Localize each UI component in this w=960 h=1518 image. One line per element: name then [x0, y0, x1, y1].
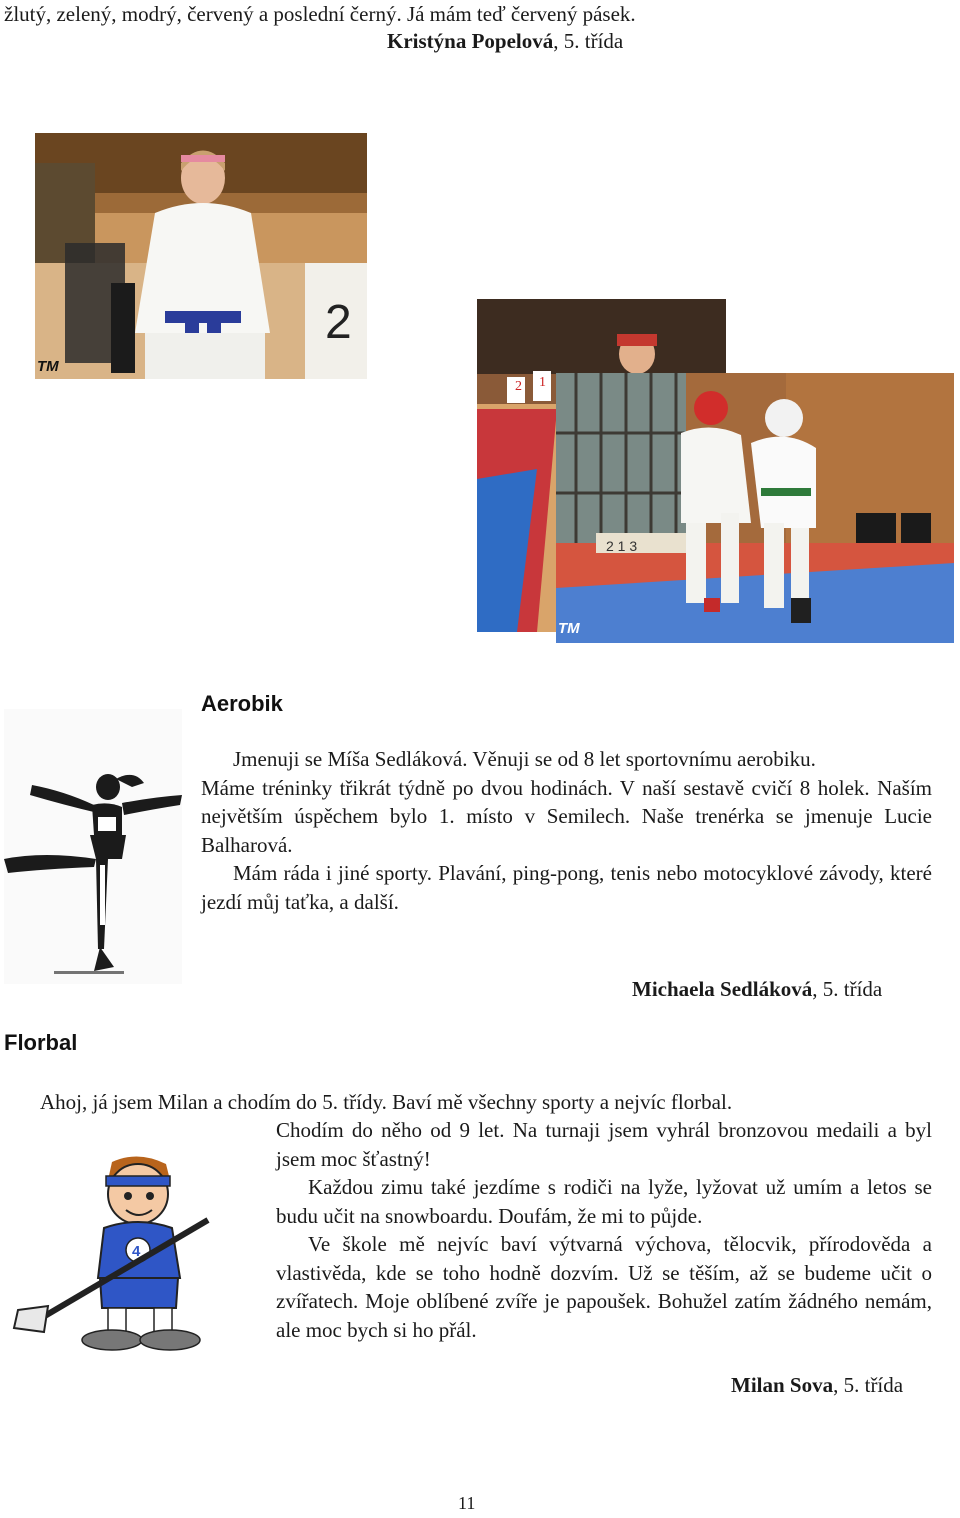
- sparring-illustration: [556, 373, 954, 643]
- karate-girl-photo: [35, 133, 367, 379]
- sparring-photo: [556, 373, 954, 643]
- intro-signature: [387, 27, 623, 56]
- mat-number-2: 2: [515, 379, 522, 394]
- aerobik-signature: [632, 975, 882, 1004]
- florbal-author-class: , 5. třída: [833, 1373, 904, 1397]
- florbal-paragraph-1-rest: Chodím do něho od 9 let. Na turnaji jsem vyhrál bronzovou medaili a byl jsem moc šťastný!: [276, 1118, 932, 1171]
- florbal-text: [276, 1116, 932, 1344]
- aerobic-dancer-icon: [4, 709, 182, 984]
- watermark-1: TM: [37, 358, 59, 375]
- aerobik-paragraph-1-first: Jmenuji se Míša Sedláková. Věnuji se od 8 let sportovnímu aerobiku.: [233, 747, 816, 771]
- page-number: 11: [458, 1493, 476, 1513]
- aerobik-text: [201, 745, 932, 916]
- florbal-player-cartoon: [8, 1150, 258, 1360]
- florbal-first-line: Ahoj, já jsem Milan a chodím do 5. třídy. Baví mě všechny sporty a nejvíc florbal.: [40, 1090, 733, 1114]
- intro-author-name: Kristýna Popelová: [387, 29, 554, 53]
- aerobik-paragraph-1-rest: Máme tréninky třikrát týdně po dvou hodinách. V naší sestavě cvičí 8 holek. Naším největším úspěchem bylo 1. místo v Semilech. Naše trenérka se jmenuje Lucie Balharová.: [201, 775, 932, 857]
- aerobik-author-name: Michaela Sedláková: [632, 977, 813, 1001]
- intro-author-class: , 5. třída: [553, 29, 624, 53]
- watermark-2: TM: [558, 620, 580, 637]
- floorball-player-icon: [8, 1150, 258, 1360]
- mat-number-1: 1: [539, 375, 546, 390]
- florbal-paragraph-3: Ve škole mě nejvíc baví výtvarná výchova, tělocvik, přírodověda a vlastivěda, kde se toho hodně dozvím. Už se těším, až se budeme učit o zvířatech. Moje oblíbené zvíře je papoušek. Bohužel zatím žádného nemám, ale moc bych si ho přál.: [276, 1232, 932, 1342]
- svg-text:2: 2: [325, 296, 352, 349]
- florbal-heading: Florbal: [4, 1030, 78, 1055]
- florbal-author-name: Milan Sova: [731, 1373, 834, 1397]
- karate-girl-illustration: [35, 133, 367, 379]
- jersey-number: 4: [132, 1243, 141, 1260]
- aerobik-author-class: , 5. třída: [812, 977, 883, 1001]
- florbal-signature: [731, 1371, 903, 1400]
- aerobik-heading: Aerobik: [201, 691, 283, 716]
- florbal-paragraph-2: Každou zimu také jezdíme s rodiči na lyže, lyžovat už umím a letos se budu učit na snowboardu. Doufám, že mi to půjde.: [276, 1175, 932, 1228]
- svg-text:2 1 3: 2 1 3: [606, 538, 638, 554]
- aerobik-paragraph-2: Mám ráda i jiné sporty. Plavání, ping-pong, tenis nebo motocyklové závody, které jezdí můj taťka, a další.: [201, 861, 932, 914]
- intro-line: žlutý, zelený, modrý, červený a poslední černý. Já mám teď červený pásek.: [4, 2, 636, 26]
- aerobic-dancer-figure: [4, 709, 182, 984]
